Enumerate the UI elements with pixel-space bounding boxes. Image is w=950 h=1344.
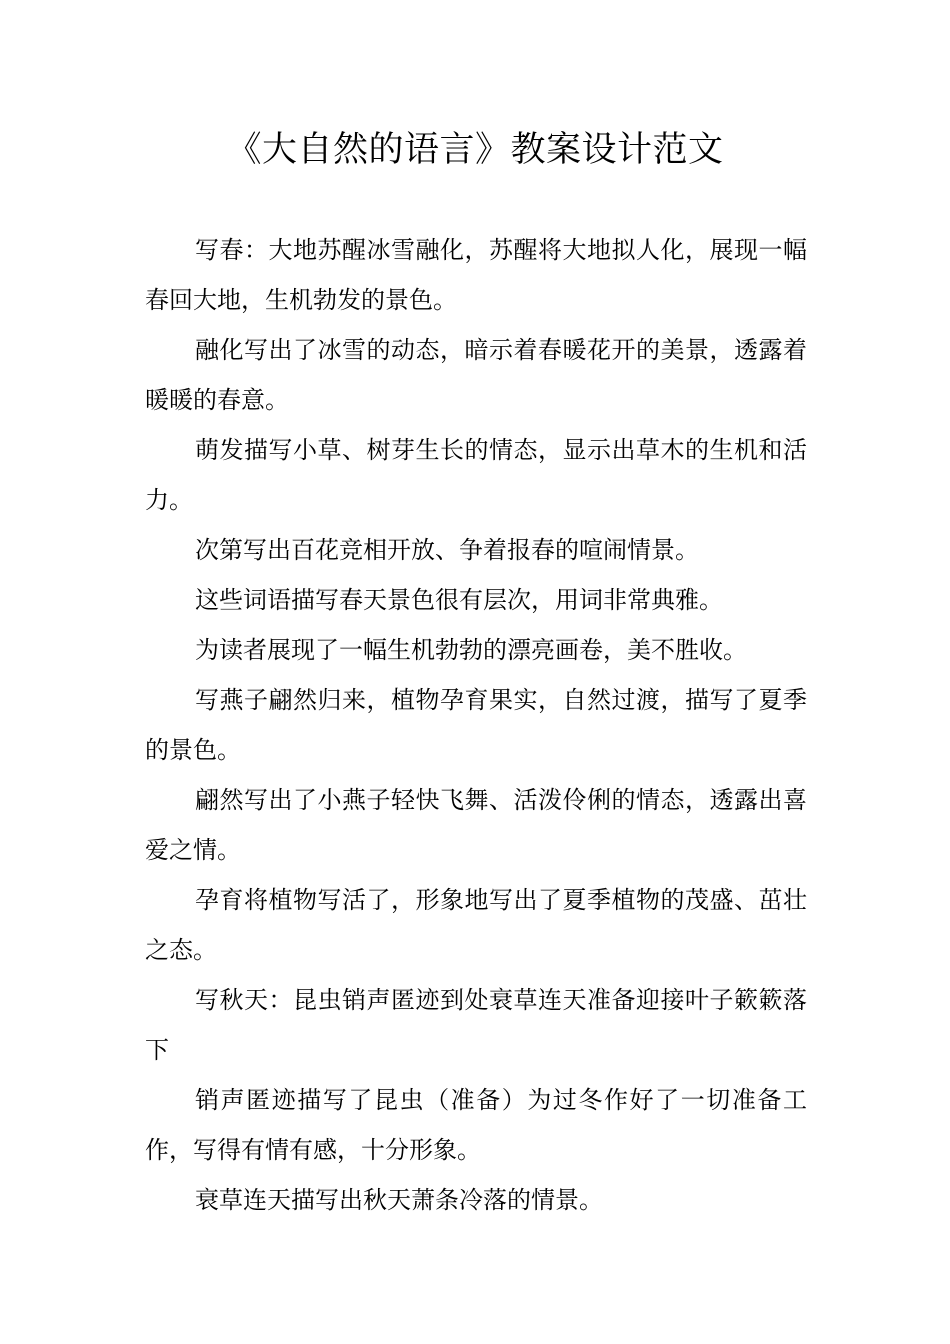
paragraph: 销声匿迹描写了昆虫（准备）为过冬作好了一切准备工作，写得有情有感，十分形象。 <box>145 1086 807 1164</box>
document-body <box>145 225 807 1225</box>
paragraph: 孕育将植物写活了，形象地写出了夏季植物的茂盛、茁壮之态。 <box>145 886 807 964</box>
paragraph: 写秋天：昆虫销声匿迹到处衰草连天准备迎接叶子簌簌落下 <box>145 986 807 1064</box>
paragraph: 写燕子翩然归来，植物孕育果实，自然过渡，描写了夏季的景色。 <box>145 686 807 764</box>
paragraph: 翩然写出了小燕子轻快飞舞、活泼伶俐的情态，透露出喜爱之情。 <box>145 786 807 864</box>
paragraph: 萌发描写小草、树芽生长的情态，显示出草木的生机和活力。 <box>145 436 807 514</box>
paragraph: 写春：大地苏醒冰雪融化，苏醒将大地拟人化，展现一幅春回大地，生机勃发的景色。 <box>145 236 807 314</box>
paragraph: 这些词语描写春天景色很有层次，用词非常典雅。 <box>195 586 723 614</box>
paragraph: 融化写出了冰雪的动态，暗示着春暖花开的美景，透露着暖暖的春意。 <box>145 336 807 414</box>
paragraph: 次第写出百花竞相开放、争着报春的喧闹情景。 <box>195 536 699 564</box>
paragraph: 衰草连天描写出秋天萧条冷落的情景。 <box>195 1186 603 1214</box>
document-title: 《大自然的语言》教案设计范文 <box>226 130 724 170</box>
paragraph: 为读者展现了一幅生机勃勃的漂亮画卷，美不胜收。 <box>195 636 747 664</box>
